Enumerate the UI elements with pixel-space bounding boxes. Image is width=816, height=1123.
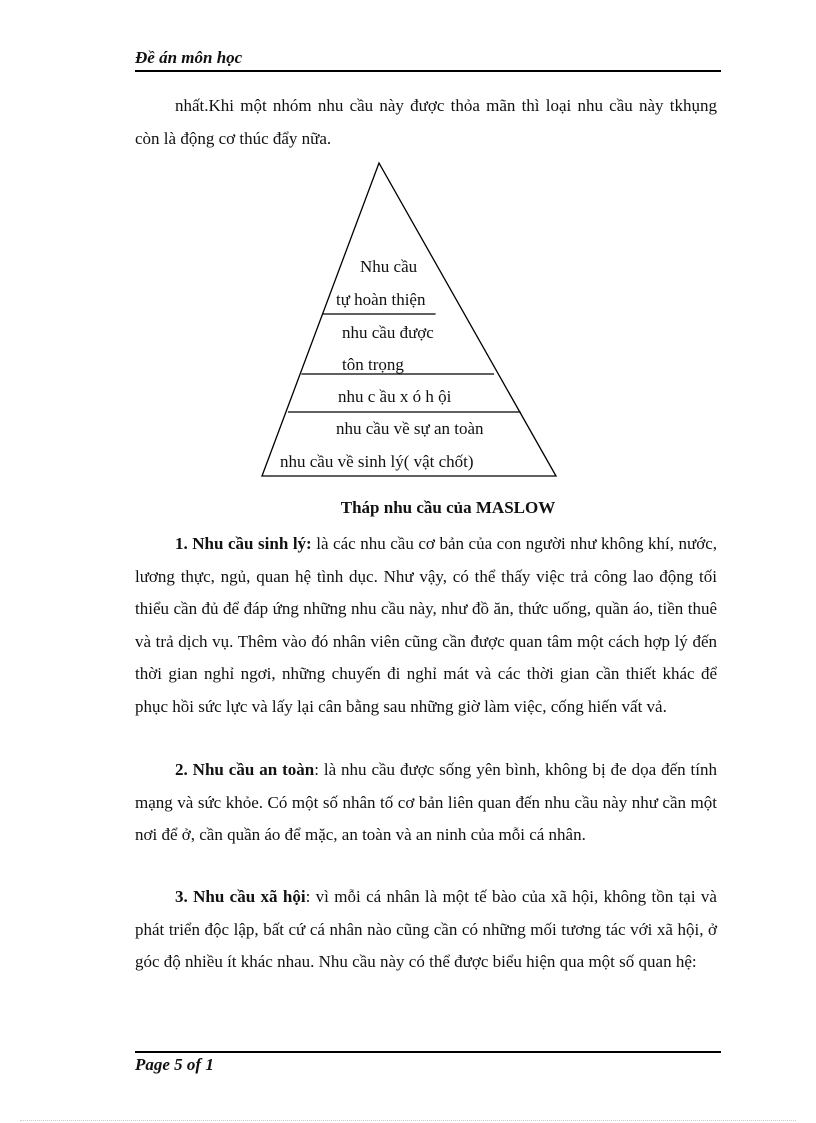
pyramid-level-2-line-1: nhu cầu được bbox=[342, 323, 434, 342]
section-safety-body: : là nhu cầu được sống yên bình, không bị đe dọa đến tính mạng và sức khỏe. Có một số nhân tố cơ bản liên quan đến nhu cầu này như cần một nơi để ở, cần quần áo để mặc, an toàn và an ninh của mỗi cá nhân. bbox=[135, 760, 717, 844]
pyramid-level-5: nhu cầu về sinh lý( vật chốt) bbox=[280, 452, 474, 471]
section-physiological-title: 1. Nhu cầu sinh lý: bbox=[175, 534, 312, 553]
pyramid-level-1-line-2: tự hoàn thiện bbox=[336, 290, 426, 309]
page-header-title: Đề án môn học bbox=[135, 48, 243, 67]
pyramid-level-3: nhu c ầu x ó h ội bbox=[338, 387, 452, 406]
pyramid-level-1-line-1: Nhu cầu bbox=[360, 257, 418, 276]
section-social-title: 3. Nhu cầu xã hội bbox=[175, 887, 306, 906]
section-physiological bbox=[135, 528, 717, 723]
pyramid-caption: Tháp nhu cầu của MASLOW bbox=[340, 498, 556, 517]
intro-paragraph: nhất.Khi một nhóm nhu cầu này được thỏa mãn thì loại nhu cầu này tkhụng còn là động cơ thúc đẩy nữa. bbox=[135, 96, 717, 148]
footer-rule bbox=[135, 1051, 721, 1053]
pyramid-level-4: nhu cầu về sự an toàn bbox=[336, 419, 484, 438]
section-safety bbox=[135, 754, 717, 852]
section-social bbox=[135, 881, 717, 979]
page-edge bbox=[20, 1120, 796, 1121]
section-social-body: : vì mỗi cá nhân là một tế bào của xã hội, không tồn tại và phát triển độc lập, bất cứ cá nhân nào cũng cần có những mối tương tác với xã hội, ở góc độ nhiều ít khác nhau. Nhu cầu này có thể được biểu hiện qua một số quan hệ: bbox=[135, 887, 717, 971]
section-physiological-body: là các nhu cầu cơ bản của con người như không khí, nước, lương thực, ngủ, quan hệ tình dục. Như vậy, có thể thấy việc trả công lao động tối thiểu cần đủ để đáp ứng những nhu cầu này, như đồ ăn, thức uống, quần áo, tiền thuê và trả dịch vụ. Thêm vào đó nhân viên cũng cần được quan tâm một cách hợp lý đến thời gian nghỉ ngơi, những chuyến đi nghỉ mát và các thời gian cần thiết khác để phục hồi sức lực và lấy lại cân bằng sau những giờ làm việc, cống hiến vất vả. bbox=[135, 534, 717, 716]
section-safety-title: 2. Nhu cầu an toàn bbox=[175, 760, 315, 779]
maslow-pyramid bbox=[0, 0, 816, 500]
page-footer: Page 5 of 1 bbox=[135, 1055, 214, 1074]
pyramid-level-2-line-2: tôn trọng bbox=[342, 355, 404, 374]
